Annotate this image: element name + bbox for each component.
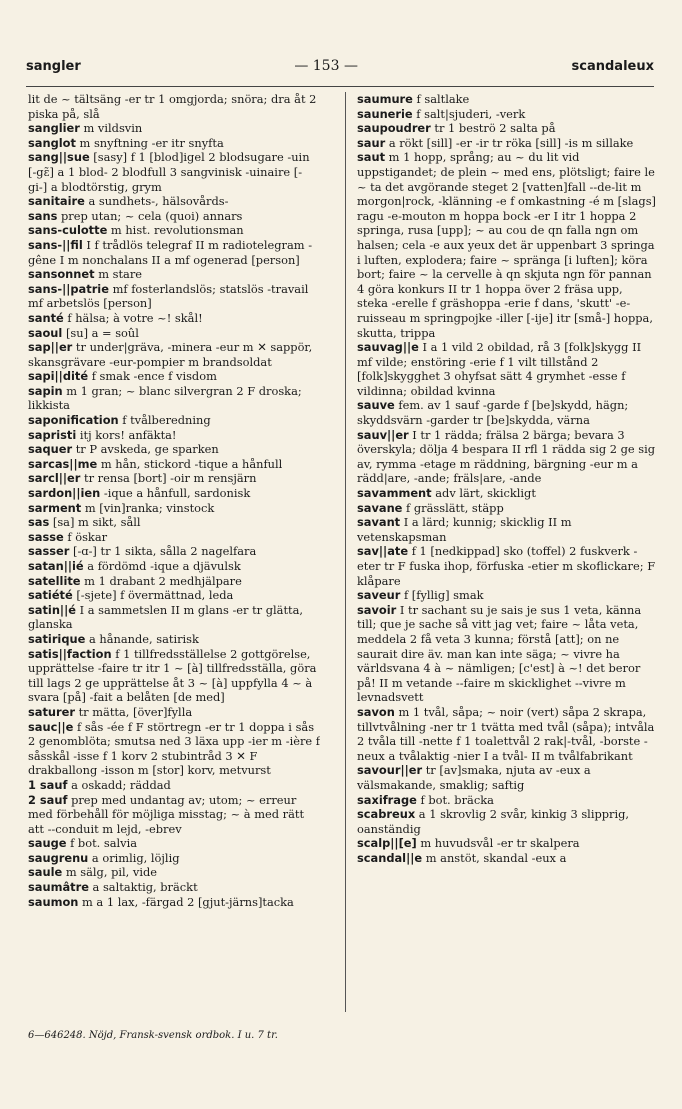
dictionary-entry: [28, 223, 320, 238]
dictionary-entry: [357, 121, 657, 136]
entry-definition: f sås -ée f F störtregn -er tr 1 doppa i sås 2 genomblöta; smutsa ned 3 läxa upp -ier m -ière f såsskål -isse f 1 korv 2 stubintråd 3 ✕ F drakballong -isson m [stor] korv, metvurst: [28, 719, 320, 778]
entry-definition: m 1 tvål, såpa; ~ noir (vert) såpa 2 skrapa, tillvtvålning -ner tr 1 tvätta med tvål (såpa); intvåla 2 tvåla till -nette f 1 toalettvål 2 rak|-tvål, -borste -neux a tvålaktig -nier I a tvål- II m tvålfabrikant: [357, 704, 655, 763]
entry-definition: [sa] m sikt, såll: [52, 515, 141, 530]
entry-headword: saquer: [28, 442, 73, 457]
entry-headword: sarcl||er: [28, 471, 81, 486]
dictionary-entry: [28, 194, 320, 209]
entry-definition: m 1 gran; ~ blanc silvergran 2 F droska; likkista: [28, 383, 302, 413]
dictionary-entry: [28, 836, 320, 851]
entry-definition: a 1 skrovlig 2 svår, kinkig 3 slipprig, oanständig: [357, 807, 630, 836]
entry-definition: [su] a = soûl: [65, 325, 139, 340]
entry-headword: saugrenu: [28, 850, 89, 865]
entry-definition: I a 1 vild 2 obildad, rå 3 [folk]skygg II mf vilde; enstöring -erie f 1 vilt tillstånd 2 [folk]skygghet 3 ohyfsat sätt 4 grymhet -esse f vildinna; obildad kvinna: [357, 340, 642, 398]
dictionary-entry: [28, 880, 320, 895]
dictionary-entry: [28, 311, 320, 326]
dictionary-entry: [357, 705, 657, 763]
header-last-word: scandaleux: [571, 59, 654, 74]
entry-headword: savour||er: [357, 763, 423, 778]
dictionary-entry: [28, 501, 320, 516]
entry-definition: f bot. salvia: [70, 836, 138, 851]
entry-definition: prep utan; ~ cela (quoi) annars: [60, 208, 243, 223]
entry-headword: scandal||e: [357, 850, 423, 865]
entry-headword: sauv||er: [357, 427, 409, 442]
column-divider: [345, 92, 346, 1012]
dictionary-entry: [28, 647, 320, 705]
entry-headword: savoir: [357, 602, 397, 617]
dictionary-entry: [28, 588, 320, 603]
entry-definition: I a lärd; kunnig; skicklig II m vetenskapsman: [357, 515, 572, 544]
entry-definition: m a 1 lax, -färgad 2 [gjut-järns]tacka: [82, 894, 294, 909]
entry-headword: sanglier: [28, 121, 80, 136]
entry-definition: tr rensa [bort] -oir m rensjärn: [84, 471, 257, 486]
dictionary-entry: [28, 92, 320, 121]
dictionary-entry: [28, 150, 320, 194]
entry-headword: sasse: [28, 529, 64, 544]
entry-headword: satan||ié: [28, 559, 84, 573]
header-first-word: sangler: [26, 59, 81, 74]
entry-headword: saumâtre: [28, 880, 89, 895]
dictionary-entry: [357, 486, 657, 501]
entry-definition: m [vin]ranka; vinstock: [84, 500, 215, 515]
entry-headword: saule: [28, 865, 63, 880]
entry-headword: savamment: [357, 486, 432, 501]
entry-definition: f öskar: [67, 529, 108, 544]
running-header: [26, 58, 654, 78]
dictionary-entry: [357, 603, 657, 705]
entry-headword: sans-culotte: [28, 223, 108, 238]
page-number: — 153 —: [294, 58, 358, 74]
entry-definition: m anstöt, skandal -eux a: [425, 850, 567, 865]
entry-headword: satirique: [28, 631, 86, 646]
entry-headword: sauge: [28, 836, 67, 851]
entry-definition: [-ɑ-] tr 1 sikta, sålla 2 nagelfara: [73, 544, 257, 559]
entry-headword: sardon||ien: [28, 486, 101, 501]
entry-definition: [-sjete] f övermättnad, leda: [76, 588, 234, 603]
dictionary-entry: [357, 544, 657, 588]
dictionary-entry: [28, 282, 320, 311]
dictionary-entry: [357, 793, 657, 808]
dictionary-entry: [357, 515, 657, 544]
entry-headword: saxifrage: [357, 792, 417, 807]
dictionary-entry: [357, 136, 657, 151]
entry-definition: m sälg, pil, vide: [65, 865, 158, 880]
left-column: [28, 92, 320, 1012]
entry-headword: sanitaire: [28, 194, 85, 209]
dictionary-entry: [28, 428, 320, 443]
entry-definition: I a sammetslen II m glans -er tr glätta, glanska: [28, 602, 304, 632]
entry-definition: a fördömd -ique a djävulsk: [87, 559, 241, 573]
entry-definition: m 1 drabant 2 medhjälpare: [84, 573, 242, 588]
entry-headword: sap||er: [28, 340, 73, 355]
entry-definition: a rökt [sill] -er -ir tr röka [sill] -is m sillake: [388, 135, 634, 150]
entry-headword: savon: [357, 704, 395, 719]
dictionary-entry: [28, 384, 320, 413]
entry-definition: f tvålberedning: [122, 413, 211, 428]
entry-headword: saunerie: [357, 106, 413, 121]
dictionary-entry: [357, 107, 657, 122]
entry-headword: santé: [28, 310, 64, 325]
entry-definition: f grässlätt, stäpp: [406, 500, 504, 515]
dictionary-entry: [28, 326, 320, 341]
dictionary-entry: [357, 398, 657, 427]
dictionary-entry: [28, 413, 320, 428]
dictionary-entry: [28, 369, 320, 384]
entry-headword: saumure: [357, 92, 413, 106]
entry-definition: m 1 hopp, språng; au ~ du lit vid uppstigandet; de plein ~ med ens, plötsligt; faire le ~ ta det avgörande steget 2 [vatten]fall --de-lit m morgon|rock, -klänning -e f omkastning -é m [slags] ragu -e-mouton m hoppa bock -er I itr 1 hoppa 2 springa, rusa [upp]; ~ au cou de qn falla ngn om halsen; cela -e aux yeux det är uppenbart 3 springa i luften, explodera; faire ~ spränga [i luften]; köra bort; faire ~ la cervelle à qn skjuta ngn för pannan 4 göra konkurs II tr 1 hoppa över 2 fräsa upp, steka -erelle f gräshoppa -erie f dans, 'skutt' -e-ruisseau m springpojke -iller [-ije] itr [små-] hoppa, skutta, trippa: [357, 150, 656, 340]
entry-definition: m huvudsvål -er tr skalpera: [420, 836, 580, 851]
entry-definition: a orimlig, löjlig: [91, 850, 180, 865]
entry-definition: -ique a hånfull, sardonisk: [103, 486, 251, 501]
entry-definition: tr mätta, [över]fylla: [78, 704, 193, 719]
header-rule: [26, 86, 654, 87]
dictionary-entry: [28, 136, 320, 151]
entry-definition: f hälsa; à votre ~! skål!: [67, 310, 203, 325]
entry-headword: saut: [357, 150, 386, 165]
entry-definition: m hån, stickord -tique a hånfull: [100, 456, 283, 471]
dictionary-entry: [28, 486, 320, 501]
entry-headword: scalp||[e]: [357, 836, 417, 851]
entry-definition: tr 1 beströ 2 salta på: [434, 121, 556, 136]
entry-headword: sauve: [357, 398, 395, 413]
entry-headword: sauc||e: [28, 719, 74, 734]
entry-headword: sans-||patrie: [28, 281, 109, 296]
dictionary-entry: [28, 632, 320, 647]
dictionary-entry: [28, 574, 320, 589]
entry-headword: satiété: [28, 588, 73, 603]
entry-headword: sans: [28, 208, 58, 223]
entry-headword: sapi||dité: [28, 369, 89, 384]
entry-definition: mf fosterlandslös; statslös -travail mf arbetslös [person]: [28, 281, 309, 311]
entry-headword: satin||é: [28, 602, 76, 617]
entry-definition: tr P avskeda, ge sparken: [75, 442, 219, 457]
entry-definition: adv lärt, skickligt: [435, 486, 536, 501]
dictionary-entry: [28, 340, 320, 369]
entry-headword: scabreux: [357, 807, 416, 822]
entry-headword: sanglot: [28, 135, 76, 150]
entry-definition: a saltaktig, bräckt: [92, 880, 198, 895]
dictionary-entry: [357, 836, 657, 851]
entry-definition: f saltlake: [416, 92, 470, 106]
footer-imprint: 6—646248. Nöjd, Fransk-svensk ordbok. I u. 7 tr.: [28, 1030, 278, 1041]
dictionary-entry: [28, 778, 320, 793]
dictionary-entry: [28, 515, 320, 530]
entry-definition: f [fyllig] smak: [403, 588, 484, 603]
dictionary-entry: [357, 150, 657, 340]
entry-headword: sav||ate: [357, 544, 409, 559]
entry-headword: savane: [357, 500, 403, 515]
dictionary-entry: [28, 544, 320, 559]
dictionary-entry: [357, 428, 657, 486]
entry-definition: I tr sachant su je sais je sus 1 veta, känna till; que je sache så vitt jag vet; faire ~ låta veta, meddela 2 få veta 3 kunna; förstå [att]; on ne saurait dire äv. man kan inte säga; ~ vivre ha världsvana 4 à ~ nämligen; [c'est] à ~! det beror på! II m vetande --faire m skicklighet --vivre m levnadsvett: [357, 602, 642, 705]
dictionary-entry: [28, 267, 320, 282]
dictionary-entry: [28, 530, 320, 545]
dictionary-entry: [28, 238, 320, 267]
entry-definition: tr [av]smaka, njuta av -eux a välsmakande, smaklig; saftig: [357, 763, 591, 792]
entry-headword: saturer: [28, 704, 75, 719]
dictionary-entry: [28, 705, 320, 720]
dictionary-entry: [28, 209, 320, 224]
dictionary-entry: [28, 457, 320, 472]
entry-headword: sans-||fil: [28, 237, 83, 252]
entry-headword: 2 sauf: [28, 792, 68, 807]
entry-definition: f smak -ence f visdom: [91, 369, 217, 384]
entry-definition: m vildsvin: [83, 121, 143, 136]
entry-definition: f 1 [nedkippad] sko (toffel) 2 fuskverk -eter tr F fuska ihop, förfuska -etier m skoflickare; F klåpare: [357, 544, 656, 588]
entry-headword: sansonnet: [28, 267, 95, 282]
right-column: [357, 92, 657, 1012]
entry-headword: saupoudrer: [357, 121, 431, 136]
dictionary-entry: [28, 442, 320, 457]
dictionary-entry: [28, 121, 320, 136]
entry-definition: a oskadd; räddad: [71, 777, 171, 792]
entry-headword: saponification: [28, 413, 119, 428]
entry-definition: m hist. revolutionsman: [110, 223, 244, 238]
entry-definition: f bot. bräcka: [420, 792, 494, 807]
entry-headword: sapin: [28, 383, 63, 398]
dictionary-entry: [28, 793, 320, 837]
dictionary-entry: [357, 807, 657, 836]
dictionary-entry: [357, 340, 657, 398]
entry-headword: satis||faction: [28, 646, 112, 661]
dictionary-entry: [357, 851, 657, 866]
dictionary-entry: [28, 720, 320, 778]
entry-definition: tr under|gräva, -minera -eur m ✕ sappör, skansgrävare -eur-pompier m brandsoldat: [28, 340, 313, 369]
entry-definition: lit de ~ tältsäng -er tr 1 omgjorda; snöra; dra åt 2 piska på, slå: [28, 92, 317, 121]
dictionary-entry: [357, 763, 657, 792]
entry-headword: 1 sauf: [28, 777, 68, 792]
entry-definition: prep med undantag av; utom; ~ erreur med förbehåll för möjliga misstag; ~ à med rätt att --conduit m lejd, -ebrev: [28, 792, 305, 836]
dictionary-entry: [357, 588, 657, 603]
dictionary-entry: [28, 603, 320, 632]
entry-definition: itj kors! anfäkta!: [79, 427, 177, 442]
entry-definition: f 1 tillfredsställelse 2 gottgörelse, upprättelse -faire tr itr 1 ~ [à] tillfredsställa, göra till lags 2 ge upprättelse åt 3 ~ [à] uppfylla 4 ~ à svara [på] -fait a belåten [de med]: [28, 646, 317, 705]
entry-definition: m stare: [98, 267, 143, 282]
entry-definition: a sundhets-, hälsovårds-: [88, 194, 229, 209]
entry-headword: saumon: [28, 894, 79, 909]
dictionary-entry: [28, 895, 320, 910]
entry-headword: sauvag||e: [357, 340, 419, 355]
dictionary-entry: [28, 471, 320, 486]
entry-headword: saoul: [28, 325, 63, 340]
entry-headword: saveur: [357, 588, 401, 603]
dictionary-entry: [28, 851, 320, 866]
entry-definition: f salt|sjuderi, -verk: [416, 106, 526, 121]
entry-headword: sasser: [28, 544, 70, 559]
entry-definition: I f trådlös telegraf II m radiotelegram -gêne I m nonchalans II a mf ogenerad [person]: [28, 237, 313, 267]
entry-definition: a hånande, satirisk: [88, 631, 199, 646]
entry-headword: sang||sue: [28, 150, 90, 165]
entry-headword: satellite: [28, 573, 81, 588]
entry-headword: savant: [357, 515, 401, 530]
entry-definition: m snyftning -er itr snyfta: [79, 135, 224, 150]
entry-headword: sarment: [28, 500, 82, 515]
dictionary-entry: [357, 501, 657, 516]
entry-headword: sarcas||me: [28, 456, 98, 471]
dictionary-entry: [28, 865, 320, 880]
entry-headword: sapristi: [28, 427, 77, 442]
entry-definition: I tr 1 rädda; frälsa 2 bärga; bevara 3 överskyla; dölja 4 bespara II rfl 1 rädda sig 2 ge sig av, rymma -etage m räddning, bärgning -eur m a rädd|are, -ande; fräls|are, -ande: [357, 427, 656, 486]
dictionary-entry: [28, 559, 320, 574]
entry-definition: [sasy] f 1 [blod]igel 2 blodsugare -uin [-gɛ̃] a 1 blod- 2 blodfull 3 sangvinisk -uinaire [-gi-] a blodtörstig, grym: [28, 150, 310, 194]
entry-definition: fem. av 1 sauf -garde f [be]skydd, hägn; skyddsvärn -garder tr [be]skydda, värna: [357, 398, 629, 428]
entry-headword: sas: [28, 515, 50, 530]
dictionary-entry: [357, 92, 657, 107]
entry-headword: saur: [357, 135, 386, 150]
